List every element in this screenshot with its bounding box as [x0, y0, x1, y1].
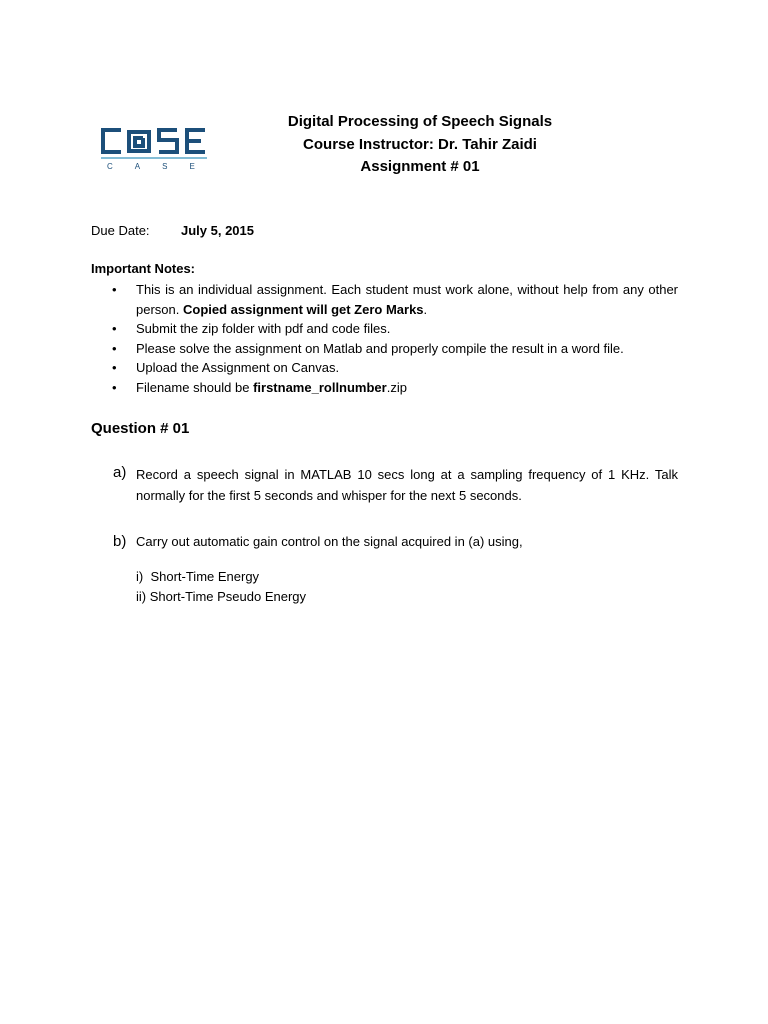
- note-item: • Upload the Assignment on Canvas.: [112, 358, 678, 378]
- course-instructor: Course Instructor: Dr. Tahir Zaidi: [303, 136, 537, 153]
- important-notes-title: Important Notes:: [91, 261, 195, 276]
- note-item: • Submit the zip folder with pdf and code files.: [112, 319, 678, 339]
- part-a-text: Record a speech signal in MATLAB 10 secs long at a sampling frequency of 1 KHz. Talk normally for the first 5 seconds and whisper for the next 5 seconds.: [136, 467, 678, 503]
- logo-subtext: CASE: [107, 162, 209, 171]
- important-notes-list: [112, 280, 678, 398]
- part-b-text: Carry out automatic gain control on the signal acquired in (a) using,: [136, 534, 523, 549]
- subpart-ii: ii) Short-Time Pseudo Energy: [136, 589, 307, 604]
- case-logo: [97, 124, 209, 172]
- note-item: • This is an individual assignment. Each student must work alone, without help from any other person. Copied assignment will get Zero Marks.: [112, 280, 678, 319]
- subpart-i: i) Short-Time Energy: [136, 569, 260, 584]
- part-b-letter: b): [113, 533, 127, 550]
- part-a-letter: a): [113, 464, 127, 481]
- note-item: • Please solve the assignment on Matlab and properly compile the result in a word file.: [112, 339, 678, 359]
- assignment-number: Assignment # 01: [360, 158, 480, 175]
- question-title: Question # 01: [91, 420, 190, 437]
- due-date-value: July 5, 2015: [181, 223, 254, 238]
- course-title: Digital Processing of Speech Signals: [287, 113, 553, 130]
- note-item: • Filename should be firstname_rollnumber.zip: [112, 378, 678, 398]
- due-date-label: Due Date:: [91, 223, 150, 238]
